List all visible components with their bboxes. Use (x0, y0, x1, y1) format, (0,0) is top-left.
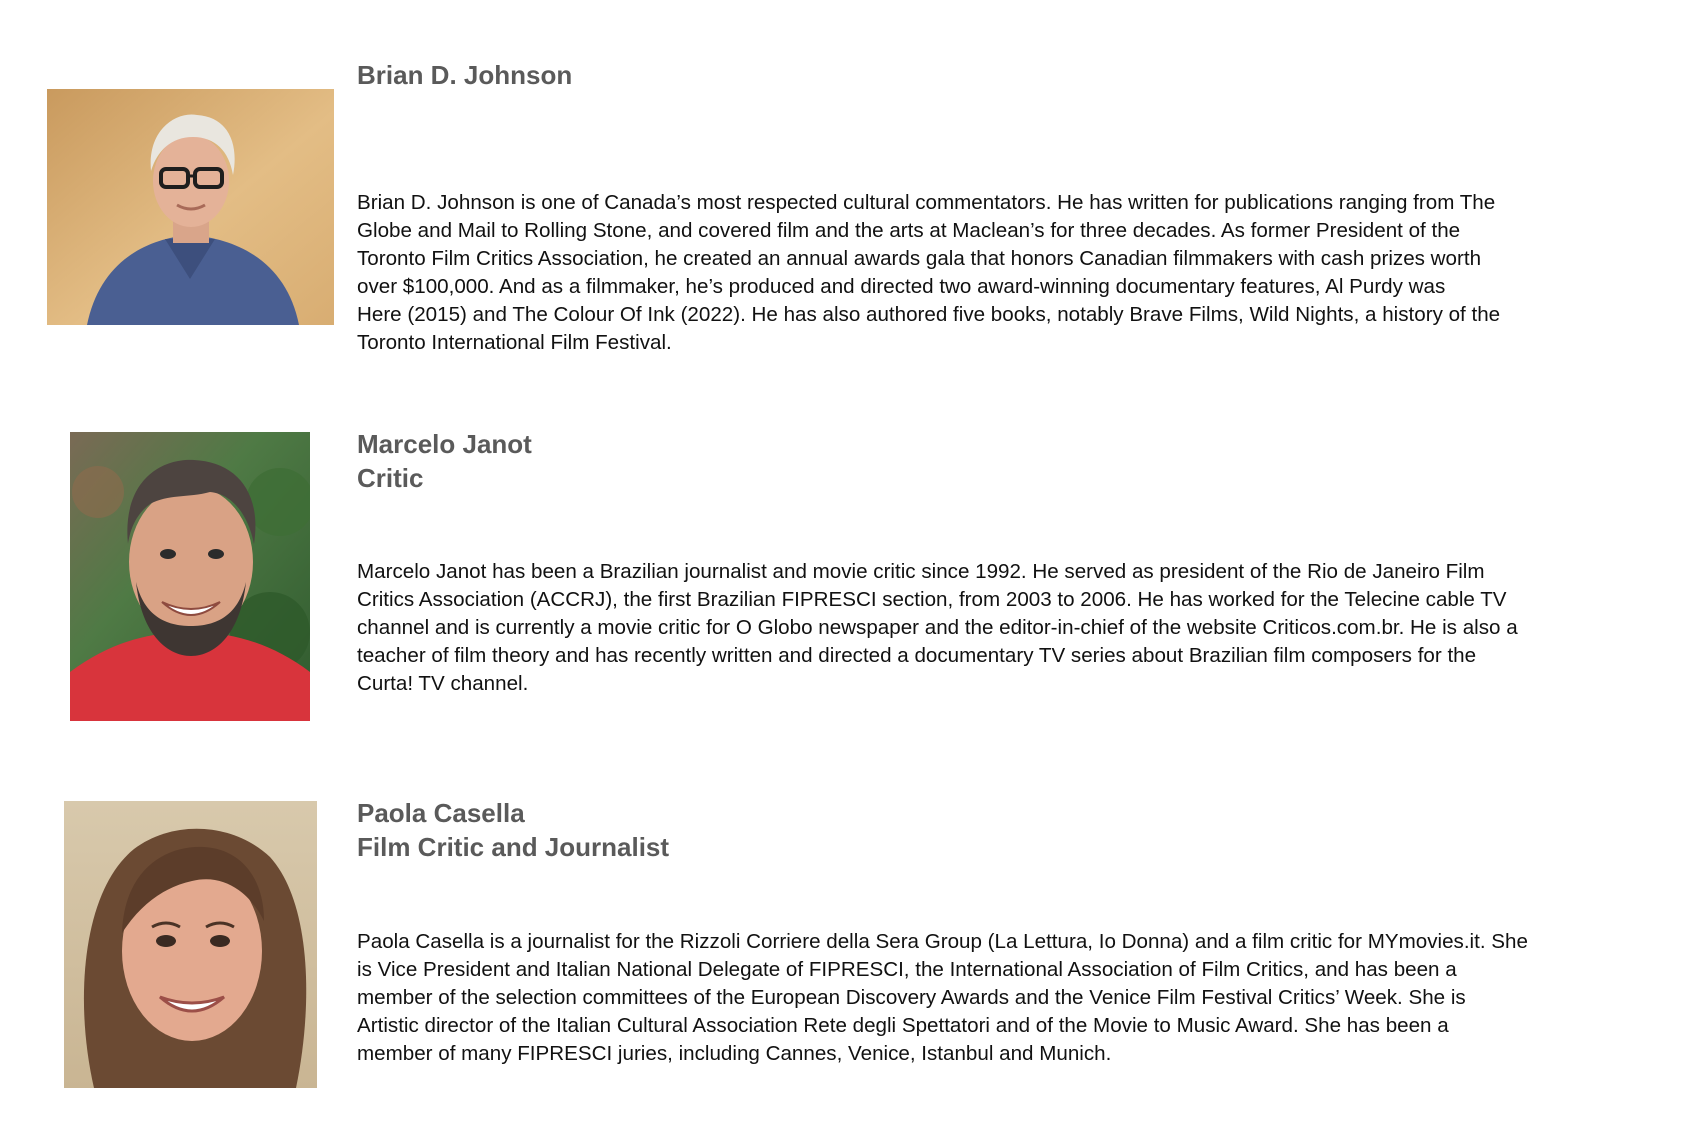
portrait-photo (64, 801, 317, 1088)
bio-line: Curta! TV channel. (357, 672, 529, 695)
bio-line: Here (2015) and The Colour Of Ink (2022). He has also authored five books, notably Brave Films, Wild Nights, a history of the (357, 303, 1501, 326)
bio-text (357, 189, 1500, 357)
bio-line: Critics Association (ACCRJ), the first Brazilian FIPRESCI section, from 2003 to 2006. He has worked for the Telecine cable TV (357, 588, 1507, 611)
bio-line: Artistic director of the Italian Cultural Association Rete degli Spettatori and of the Movie to Music Award. She has been a (357, 1014, 1449, 1037)
bio-line: member of many FIPRESCI juries, including Cannes, Venice, Istanbul and Munich. (357, 1042, 1112, 1065)
person-name: Brian D. Johnson (357, 60, 573, 90)
person-name: Paola Casella (357, 798, 525, 828)
portrait-photo (47, 89, 334, 325)
bio-line: channel and is currently a movie critic for O Globo newspaper and the editor-in-chief of the website Criticos.com.br. He is also a (357, 616, 1518, 639)
person-role: Critic (357, 463, 424, 493)
bio-line: Marcelo Janot has been a Brazilian journalist and movie critic since 1992. He served as president of the Rio de Janeiro Film (357, 560, 1485, 583)
bio-brian-d-johnson (0, 0, 1700, 360)
bio-text (357, 928, 1528, 1068)
person-role: Film Critic and Journalist (357, 832, 670, 862)
bio-line: Globe and Mail to Rolling Stone, and covered film and the arts at Maclean’s for three decades. As former President of the (357, 219, 1461, 242)
bio-line: Paola Casella is a journalist for the Rizzoli Corriere della Sera Group (La Lettura, Io Donna) and a film critic for MYmovies.it. She (357, 930, 1528, 953)
bio-line: Toronto Film Critics Association, he created an annual awards gala that honors Canadian filmmakers with cash prizes worth (357, 247, 1482, 270)
bio-line: Toronto International Film Festival. (357, 331, 672, 354)
bio-line: member of the selection committees of the European Discovery Awards and the Venice Film Festival Critics’ Week. She is (357, 986, 1466, 1009)
bio-line: is Vice President and Italian National Delegate of FIPRESCI, the International Association of Film Critics, and has been a (357, 958, 1457, 981)
bio-line: Brian D. Johnson is one of Canada’s most respected cultural commentators. He has written for publications ranging from The (357, 191, 1496, 214)
person-name: Marcelo Janot (357, 429, 532, 459)
portrait-photo (70, 432, 310, 721)
bio-line: teacher of film theory and has recently written and directed a documentary TV series about Brazilian film composers for the (357, 644, 1477, 667)
bio-line: over $100,000. And as a filmmaker, he’s produced and directed two award-winning documentary features, Al Purdy was (357, 275, 1446, 298)
bio-text (357, 558, 1518, 698)
